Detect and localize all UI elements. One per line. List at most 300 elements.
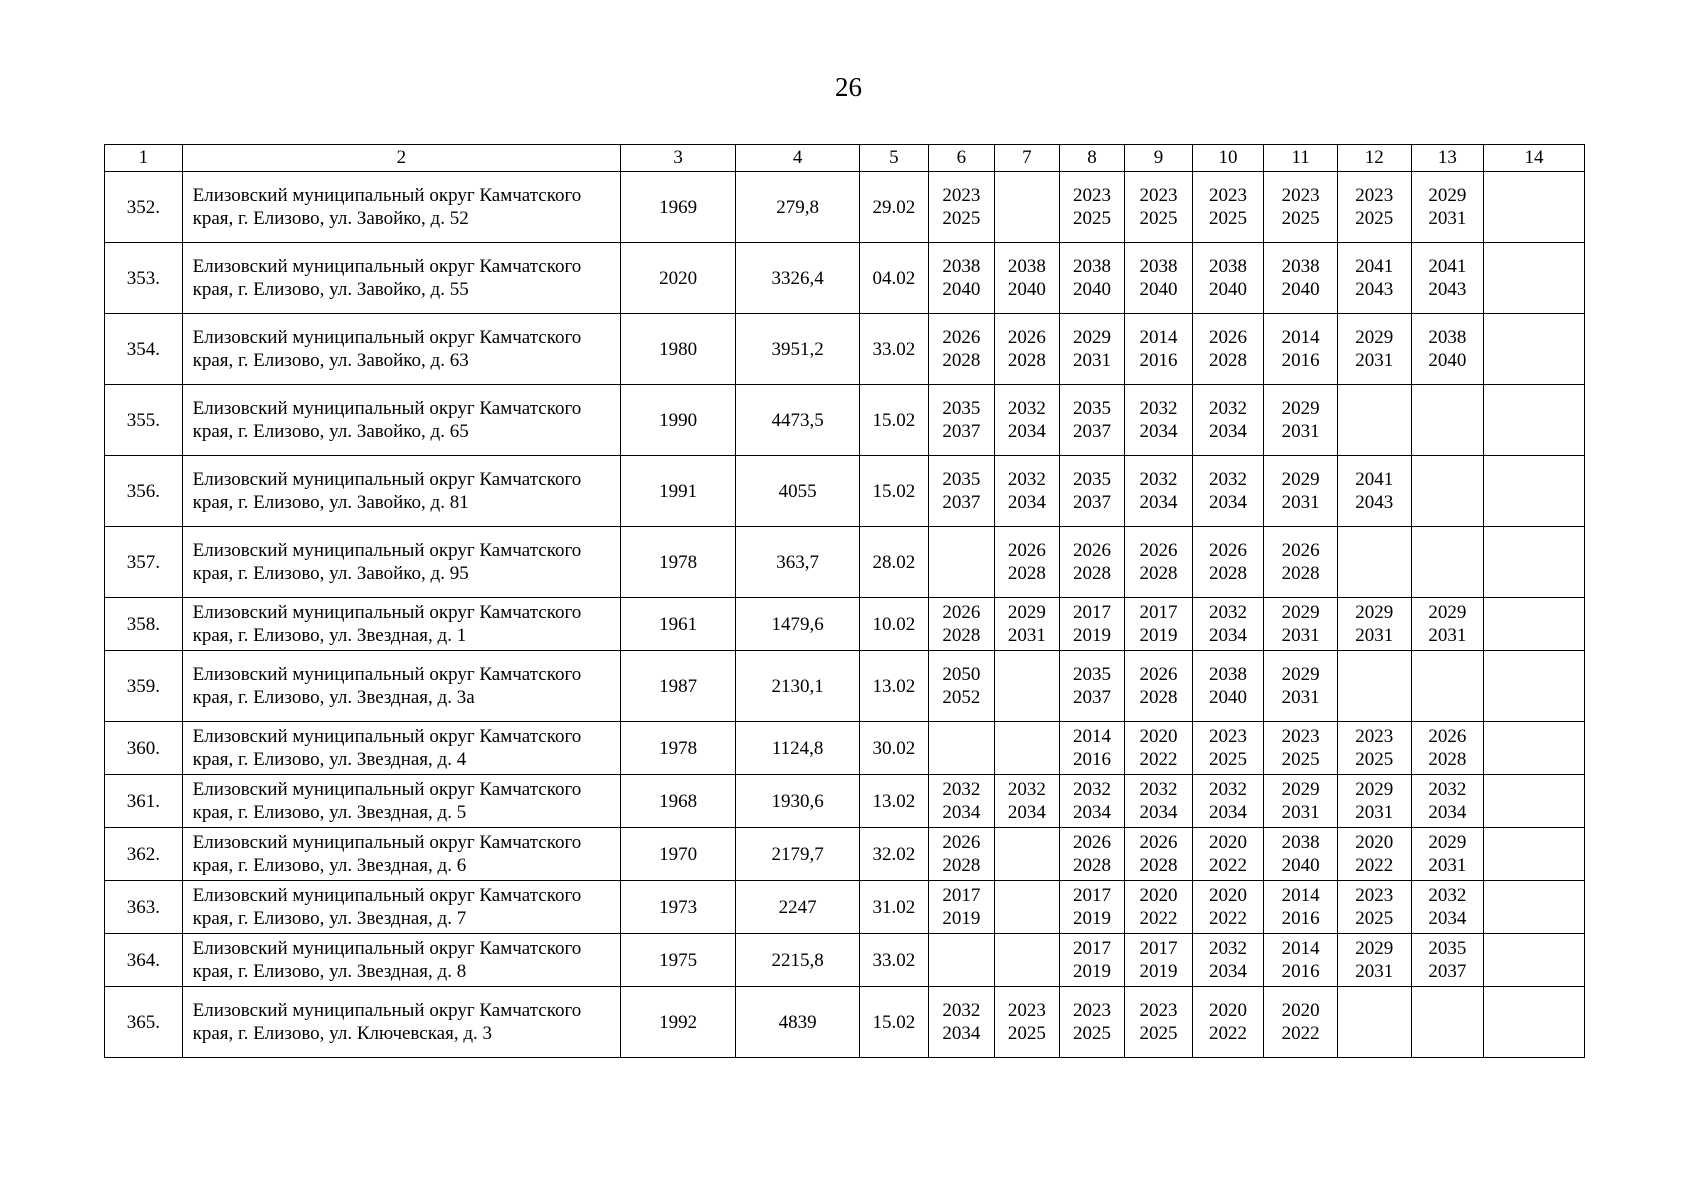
year-value: 2020: [1139, 885, 1178, 906]
year-value: 2029: [1281, 779, 1320, 800]
year-value: 2020: [1355, 832, 1394, 853]
col-11-cell: [1264, 651, 1338, 722]
year-value: 2029: [1428, 832, 1467, 853]
row-number-cell: 363.: [105, 881, 183, 934]
col-7-cell: [995, 172, 1060, 243]
area-cell: 4473,5: [736, 385, 860, 456]
col-11-cell: [1264, 385, 1338, 456]
col-12-cell: [1337, 775, 1411, 828]
area-cell: 1124,8: [736, 722, 860, 775]
row-number-cell: 358.: [105, 598, 183, 651]
year-value: 2031: [1428, 855, 1467, 876]
area-cell: 4055: [736, 456, 860, 527]
col-10-cell: [1192, 172, 1264, 243]
year-value: 2040: [1007, 279, 1046, 300]
year-value: 2022: [1139, 749, 1178, 770]
address-cell: Елизовский муниципальный округ Камчатского края, г. Елизово, ул. Завойко, д. 55: [182, 243, 621, 314]
page-number: 26: [835, 72, 862, 102]
col-9-cell: [1125, 987, 1193, 1058]
area-cell: 1479,6: [736, 598, 860, 651]
year-value: 2029: [1072, 327, 1111, 348]
year-value: 2040: [1209, 279, 1248, 300]
column-number-12: 12: [1337, 145, 1411, 172]
col-6-cell: [928, 314, 995, 385]
year-value: 2037: [1072, 492, 1111, 513]
column-number-4: 4: [736, 145, 860, 172]
year-value: 2032: [1209, 938, 1248, 959]
year-value: 2037: [1072, 421, 1111, 442]
col-7-cell: [995, 243, 1060, 314]
column-number-11: 11: [1264, 145, 1338, 172]
year-value: 2035: [1072, 664, 1111, 685]
area-cell: 279,8: [736, 172, 860, 243]
col-14-cell: [1484, 828, 1585, 881]
year-value: 2038: [1209, 256, 1248, 277]
build-year-cell: 2020: [621, 243, 736, 314]
year-value: 2029: [1007, 602, 1046, 623]
col-10-cell: [1192, 722, 1264, 775]
year-value: 2037: [942, 421, 981, 442]
year-value: 2019: [1072, 625, 1111, 646]
year-value: 2034: [1209, 421, 1248, 442]
address-cell: Елизовский муниципальный округ Камчатского края, г. Елизово, ул. Завойко, д. 63: [182, 314, 621, 385]
year-value: 2026: [1072, 540, 1111, 561]
col-9-cell: [1125, 314, 1193, 385]
year-value: 2026: [1209, 540, 1248, 561]
row-number-cell: 364.: [105, 934, 183, 987]
year-value: 2026: [942, 832, 981, 853]
year-value: 2023: [1355, 885, 1394, 906]
col-14-cell: [1484, 456, 1585, 527]
year-value: 2029: [1281, 398, 1320, 419]
year-value: 2032: [1209, 469, 1248, 490]
column-number-10: 10: [1192, 145, 1264, 172]
year-value: 2032: [1428, 885, 1467, 906]
col-10-cell: [1192, 987, 1264, 1058]
year-value: 2019: [1139, 625, 1178, 646]
year-value: 2031: [1072, 350, 1111, 371]
year-value: 2020: [1209, 885, 1248, 906]
year-value: 2019: [1139, 961, 1178, 982]
code-cell: 32.02: [860, 828, 929, 881]
col-8-cell: [1059, 527, 1125, 598]
col-13-cell: [1411, 828, 1484, 881]
year-value: 2028: [1007, 563, 1046, 584]
code-cell: 10.02: [860, 598, 929, 651]
year-value: 2023: [1209, 185, 1248, 206]
col-11-cell: [1264, 314, 1338, 385]
table-row: [105, 314, 1585, 385]
year-value: 2028: [1209, 563, 1248, 584]
col-10-cell: [1192, 881, 1264, 934]
year-value: 2040: [1281, 855, 1320, 876]
col-6-cell: [928, 828, 995, 881]
build-year-cell: 1961: [621, 598, 736, 651]
code-cell: 33.02: [860, 934, 929, 987]
year-value: 2022: [1209, 1023, 1248, 1044]
year-value: 2026: [1139, 540, 1178, 561]
build-year-cell: 1978: [621, 722, 736, 775]
year-value: 2034: [1428, 802, 1467, 823]
year-value: 2032: [1072, 779, 1111, 800]
col-13-cell: [1411, 385, 1484, 456]
area-cell: 2179,7: [736, 828, 860, 881]
area-cell: 2130,1: [736, 651, 860, 722]
col-7-cell: [995, 456, 1060, 527]
address-cell: Елизовский муниципальный округ Камчатского края, г. Елизово, ул. Ключевская, д. 3: [182, 987, 621, 1058]
year-value: 2025: [1072, 1023, 1111, 1044]
year-value: 2022: [1281, 1023, 1320, 1044]
year-value: 2020: [1281, 1000, 1320, 1021]
year-value: 2022: [1209, 908, 1248, 929]
col-11-cell: [1264, 775, 1338, 828]
col-7-cell: [995, 651, 1060, 722]
col-9-cell: [1125, 775, 1193, 828]
col-8-cell: [1059, 456, 1125, 527]
year-value: 2050: [942, 664, 981, 685]
code-cell: 33.02: [860, 314, 929, 385]
col-7-cell: [995, 775, 1060, 828]
col-9-cell: [1125, 456, 1193, 527]
col-11-cell: [1264, 172, 1338, 243]
year-value: 2029: [1428, 185, 1467, 206]
col-12-cell: [1337, 598, 1411, 651]
col-12-cell: [1337, 828, 1411, 881]
year-value: 2025: [942, 208, 981, 229]
year-value: 2016: [1281, 908, 1320, 929]
col-9-cell: [1125, 527, 1193, 598]
col-8-cell: [1059, 775, 1125, 828]
build-year-cell: 1975: [621, 934, 736, 987]
year-value: 2032: [1139, 779, 1178, 800]
col-11-cell: [1264, 881, 1338, 934]
year-value: 2031: [1281, 421, 1320, 442]
col-8-cell: [1059, 243, 1125, 314]
year-value: 2041: [1428, 256, 1467, 277]
year-value: 2029: [1281, 469, 1320, 490]
year-value: 2029: [1355, 779, 1394, 800]
year-value: 2017: [942, 885, 981, 906]
year-value: 2032: [1007, 398, 1046, 419]
col-14-cell: [1484, 775, 1585, 828]
year-value: 2017: [1072, 938, 1111, 959]
year-value: 2034: [1072, 802, 1111, 823]
build-year-cell: 1978: [621, 527, 736, 598]
year-value: 2040: [1428, 350, 1467, 371]
housing-register-table: [104, 144, 1585, 1058]
year-value: 2031: [1428, 208, 1467, 229]
year-value: 2025: [1355, 208, 1394, 229]
col-8-cell: [1059, 172, 1125, 243]
year-value: 2032: [1139, 469, 1178, 490]
year-value: 2016: [1139, 350, 1178, 371]
year-value: 2034: [942, 802, 981, 823]
col-14-cell: [1484, 385, 1585, 456]
col-12-cell: [1337, 881, 1411, 934]
year-value: 2028: [1139, 855, 1178, 876]
year-value: 2025: [1355, 749, 1394, 770]
col-7-cell: [995, 527, 1060, 598]
col-11-cell: [1264, 243, 1338, 314]
col-6-cell: [928, 987, 995, 1058]
row-number-cell: 357.: [105, 527, 183, 598]
year-value: 2031: [1355, 350, 1394, 371]
year-value: 2029: [1428, 602, 1467, 623]
year-value: 2038: [1281, 832, 1320, 853]
year-value: 2032: [1007, 779, 1046, 800]
year-value: 2034: [1007, 492, 1046, 513]
col-6-cell: [928, 651, 995, 722]
col-6-cell: [928, 456, 995, 527]
address-cell: Елизовский муниципальный округ Камчатского края, г. Елизово, ул. Завойко, д. 65: [182, 385, 621, 456]
address-cell: Елизовский муниципальный округ Камчатского края, г. Елизово, ул. Завойко, д. 81: [182, 456, 621, 527]
area-cell: 4839: [736, 987, 860, 1058]
col-7-cell: [995, 881, 1060, 934]
year-value: 2023: [1355, 185, 1394, 206]
col-6-cell: [928, 881, 995, 934]
year-value: 2023: [1281, 726, 1320, 747]
col-9-cell: [1125, 172, 1193, 243]
col-13-cell: [1411, 172, 1484, 243]
year-value: 2034: [1209, 625, 1248, 646]
col-6-cell: [928, 598, 995, 651]
row-number-cell: 352.: [105, 172, 183, 243]
col-8-cell: [1059, 934, 1125, 987]
year-value: 2032: [1139, 398, 1178, 419]
year-value: 2028: [942, 855, 981, 876]
address-cell: Елизовский муниципальный округ Камчатского края, г. Елизово, ул. Звездная, д. 8: [182, 934, 621, 987]
year-value: 2035: [1072, 398, 1111, 419]
area-cell: 2247: [736, 881, 860, 934]
row-number-cell: 354.: [105, 314, 183, 385]
address-cell: Елизовский муниципальный округ Камчатского края, г. Елизово, ул. Звездная, д. 4: [182, 722, 621, 775]
col-8-cell: [1059, 722, 1125, 775]
year-value: 2038: [1072, 256, 1111, 277]
col-10-cell: [1192, 385, 1264, 456]
col-11-cell: [1264, 722, 1338, 775]
col-12-cell: [1337, 651, 1411, 722]
year-value: 2034: [942, 1023, 981, 1044]
year-value: 2037: [942, 492, 981, 513]
year-value: 2040: [1072, 279, 1111, 300]
col-6-cell: [928, 934, 995, 987]
year-value: 2025: [1281, 749, 1320, 770]
col-9-cell: [1125, 881, 1193, 934]
year-value: 2026: [942, 602, 981, 623]
build-year-cell: 1973: [621, 881, 736, 934]
col-14-cell: [1484, 172, 1585, 243]
code-cell: 15.02: [860, 385, 929, 456]
row-number-cell: 355.: [105, 385, 183, 456]
column-number-2: 2: [182, 145, 621, 172]
year-value: 2032: [942, 779, 981, 800]
col-7-cell: [995, 314, 1060, 385]
year-value: 2028: [1072, 563, 1111, 584]
col-14-cell: [1484, 881, 1585, 934]
year-value: 2038: [1007, 256, 1046, 277]
build-year-cell: 1990: [621, 385, 736, 456]
col-10-cell: [1192, 598, 1264, 651]
year-value: 2020: [1209, 1000, 1248, 1021]
year-value: 2031: [1281, 802, 1320, 823]
row-number-cell: 362.: [105, 828, 183, 881]
year-value: 2031: [1355, 961, 1394, 982]
col-8-cell: [1059, 651, 1125, 722]
year-value: 2037: [1072, 687, 1111, 708]
col-8-cell: [1059, 385, 1125, 456]
col-11-cell: [1264, 598, 1338, 651]
col-14-cell: [1484, 314, 1585, 385]
year-value: 2020: [1209, 832, 1248, 853]
table-row: [105, 172, 1585, 243]
year-value: 2016: [1281, 961, 1320, 982]
column-number-6: 6: [928, 145, 995, 172]
col-12-cell: [1337, 385, 1411, 456]
column-number-13: 13: [1411, 145, 1484, 172]
address-cell: Елизовский муниципальный округ Камчатского края, г. Елизово, ул. Завойко, д. 52: [182, 172, 621, 243]
year-value: 2023: [1072, 1000, 1111, 1021]
table-row: [105, 828, 1585, 881]
row-number-cell: 360.: [105, 722, 183, 775]
year-value: 2025: [1209, 208, 1248, 229]
col-12-cell: [1337, 987, 1411, 1058]
col-10-cell: [1192, 243, 1264, 314]
year-value: 2034: [1139, 421, 1178, 442]
year-value: 2014: [1072, 726, 1111, 747]
year-value: 2035: [942, 469, 981, 490]
column-number-8: 8: [1059, 145, 1125, 172]
table-row: [105, 651, 1585, 722]
row-number-cell: 353.: [105, 243, 183, 314]
year-value: 2032: [1209, 398, 1248, 419]
col-12-cell: [1337, 456, 1411, 527]
col-12-cell: [1337, 314, 1411, 385]
address-cell: Елизовский муниципальный округ Камчатского края, г. Елизово, ул. Звездная, д. 5: [182, 775, 621, 828]
col-8-cell: [1059, 598, 1125, 651]
year-value: 2038: [1139, 256, 1178, 277]
column-number-1: 1: [105, 145, 183, 172]
year-value: 2034: [1209, 961, 1248, 982]
year-value: 2028: [942, 350, 981, 371]
year-value: 2029: [1355, 938, 1394, 959]
year-value: 2040: [1209, 687, 1248, 708]
address-cell: Елизовский муниципальный округ Камчатского края, г. Елизово, ул. Звездная, д. 3а: [182, 651, 621, 722]
column-number-7: 7: [995, 145, 1060, 172]
year-value: 2026: [1007, 540, 1046, 561]
year-value: 2029: [1281, 602, 1320, 623]
year-value: 2014: [1139, 327, 1178, 348]
year-value: 2031: [1007, 625, 1046, 646]
year-value: 2025: [1139, 208, 1178, 229]
year-value: 2028: [1281, 563, 1320, 584]
year-value: 2032: [1209, 602, 1248, 623]
build-year-cell: 1992: [621, 987, 736, 1058]
col-7-cell: [995, 934, 1060, 987]
year-value: 2034: [1007, 802, 1046, 823]
year-value: 2032: [942, 1000, 981, 1021]
col-13-cell: [1411, 456, 1484, 527]
code-cell: 15.02: [860, 987, 929, 1058]
col-8-cell: [1059, 314, 1125, 385]
year-value: 2023: [1355, 726, 1394, 747]
col-6-cell: [928, 385, 995, 456]
col-9-cell: [1125, 598, 1193, 651]
year-value: 2025: [1281, 208, 1320, 229]
col-11-cell: [1264, 987, 1338, 1058]
col-13-cell: [1411, 243, 1484, 314]
column-number-row: [105, 145, 1585, 172]
year-value: 2040: [1139, 279, 1178, 300]
year-value: 2031: [1281, 492, 1320, 513]
year-value: 2028: [1007, 350, 1046, 371]
year-value: 2019: [942, 908, 981, 929]
col-10-cell: [1192, 314, 1264, 385]
col-8-cell: [1059, 987, 1125, 1058]
code-cell: 29.02: [860, 172, 929, 243]
year-value: 2022: [1139, 908, 1178, 929]
row-number-cell: 365.: [105, 987, 183, 1058]
year-value: 2034: [1209, 492, 1248, 513]
table-row: [105, 385, 1585, 456]
year-value: 2029: [1355, 327, 1394, 348]
col-13-cell: [1411, 881, 1484, 934]
year-value: 2022: [1209, 855, 1248, 876]
table-row: [105, 881, 1585, 934]
year-value: 2043: [1355, 492, 1394, 513]
year-value: 2032: [1209, 779, 1248, 800]
year-value: 2026: [1139, 664, 1178, 685]
build-year-cell: 1970: [621, 828, 736, 881]
column-number-14: 14: [1484, 145, 1585, 172]
col-11-cell: [1264, 934, 1338, 987]
col-14-cell: [1484, 243, 1585, 314]
code-cell: 15.02: [860, 456, 929, 527]
row-number-cell: 359.: [105, 651, 183, 722]
code-cell: 31.02: [860, 881, 929, 934]
year-value: 2014: [1281, 327, 1320, 348]
col-6-cell: [928, 722, 995, 775]
col-9-cell: [1125, 934, 1193, 987]
col-10-cell: [1192, 828, 1264, 881]
col-12-cell: [1337, 722, 1411, 775]
year-value: 2028: [1209, 350, 1248, 371]
table-row: [105, 598, 1585, 651]
year-value: 2025: [1355, 908, 1394, 929]
year-value: 2023: [1007, 1000, 1046, 1021]
col-8-cell: [1059, 828, 1125, 881]
table-row: [105, 934, 1585, 987]
year-value: 2023: [1072, 185, 1111, 206]
col-10-cell: [1192, 527, 1264, 598]
col-6-cell: [928, 527, 995, 598]
year-value: 2023: [942, 185, 981, 206]
column-number-3: 3: [621, 145, 736, 172]
year-value: 2014: [1281, 938, 1320, 959]
year-value: 2041: [1355, 469, 1394, 490]
column-number-9: 9: [1125, 145, 1193, 172]
code-cell: 13.02: [860, 775, 929, 828]
col-14-cell: [1484, 987, 1585, 1058]
table-row: [105, 527, 1585, 598]
year-value: 2016: [1072, 749, 1111, 770]
year-value: 2026: [942, 327, 981, 348]
year-value: 2034: [1428, 908, 1467, 929]
code-cell: 28.02: [860, 527, 929, 598]
col-9-cell: [1125, 243, 1193, 314]
col-12-cell: [1337, 172, 1411, 243]
build-year-cell: 1991: [621, 456, 736, 527]
year-value: 2034: [1209, 802, 1248, 823]
